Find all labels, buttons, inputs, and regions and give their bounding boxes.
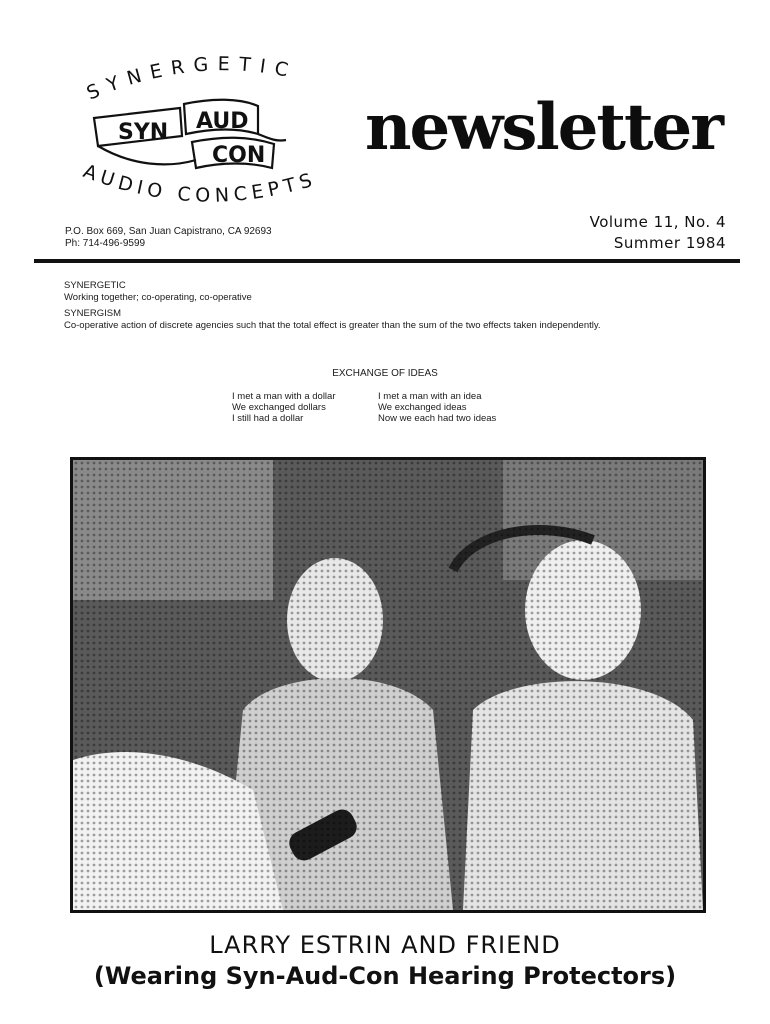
mailing-address (65, 226, 272, 250)
definition-text: Working together; co-operating, co-operative (64, 291, 252, 303)
definition-text: Co-operative action of discrete agencies such that the total effect is greater than the sum of the two effects taken independently. (64, 319, 601, 331)
phone-line: Ph: 714-496-9599 (65, 238, 146, 249)
issue-volume: Volume 11, No. 4 (589, 213, 726, 231)
newsletter-title: newsletter (365, 90, 722, 165)
poem-line: We exchanged dollars (232, 402, 326, 413)
poem-left-column (232, 391, 336, 424)
cover-photo (70, 457, 706, 913)
address-line: P.O. Box 669, San Juan Capistrano, CA 92693 (65, 226, 272, 237)
logo-arc-top-text: SYNERGETIC (83, 53, 299, 105)
poem-line: Now we each had two ideas (378, 413, 497, 424)
issue-season: Summer 1984 (613, 234, 726, 252)
definitions-block (64, 280, 724, 336)
photo-caption (0, 930, 770, 992)
caption-line-2: (Wearing Syn-Aud-Con Hearing Protectors) (93, 962, 677, 990)
poem-line: I met a man with an idea (378, 391, 482, 402)
synaudcon-logo (72, 48, 372, 218)
logo-box-right: AUD (196, 109, 249, 134)
logo-box-left: SYN (118, 120, 169, 145)
definition-term: SYNERGETIC (64, 280, 126, 291)
exchange-title: EXCHANGE OF IDEAS (332, 368, 438, 379)
logo-box-bottom: CON (212, 143, 266, 168)
definition-term: SYNERGISM (64, 308, 122, 319)
poem-line: I still had a dollar (232, 413, 304, 424)
masthead-divider (34, 259, 740, 263)
logo-arc-bottom-text: AUDIO CONCEPTS (80, 160, 320, 207)
issue-info (590, 212, 726, 254)
poem-line: I met a man with a dollar (232, 391, 336, 402)
caption-line-1: LARRY ESTRIN AND FRIEND (209, 931, 561, 959)
logo-graphic (72, 48, 372, 218)
poem-line: We exchanged ideas (378, 402, 467, 413)
poem-right-column (378, 391, 496, 424)
photo-halftone (73, 460, 703, 910)
